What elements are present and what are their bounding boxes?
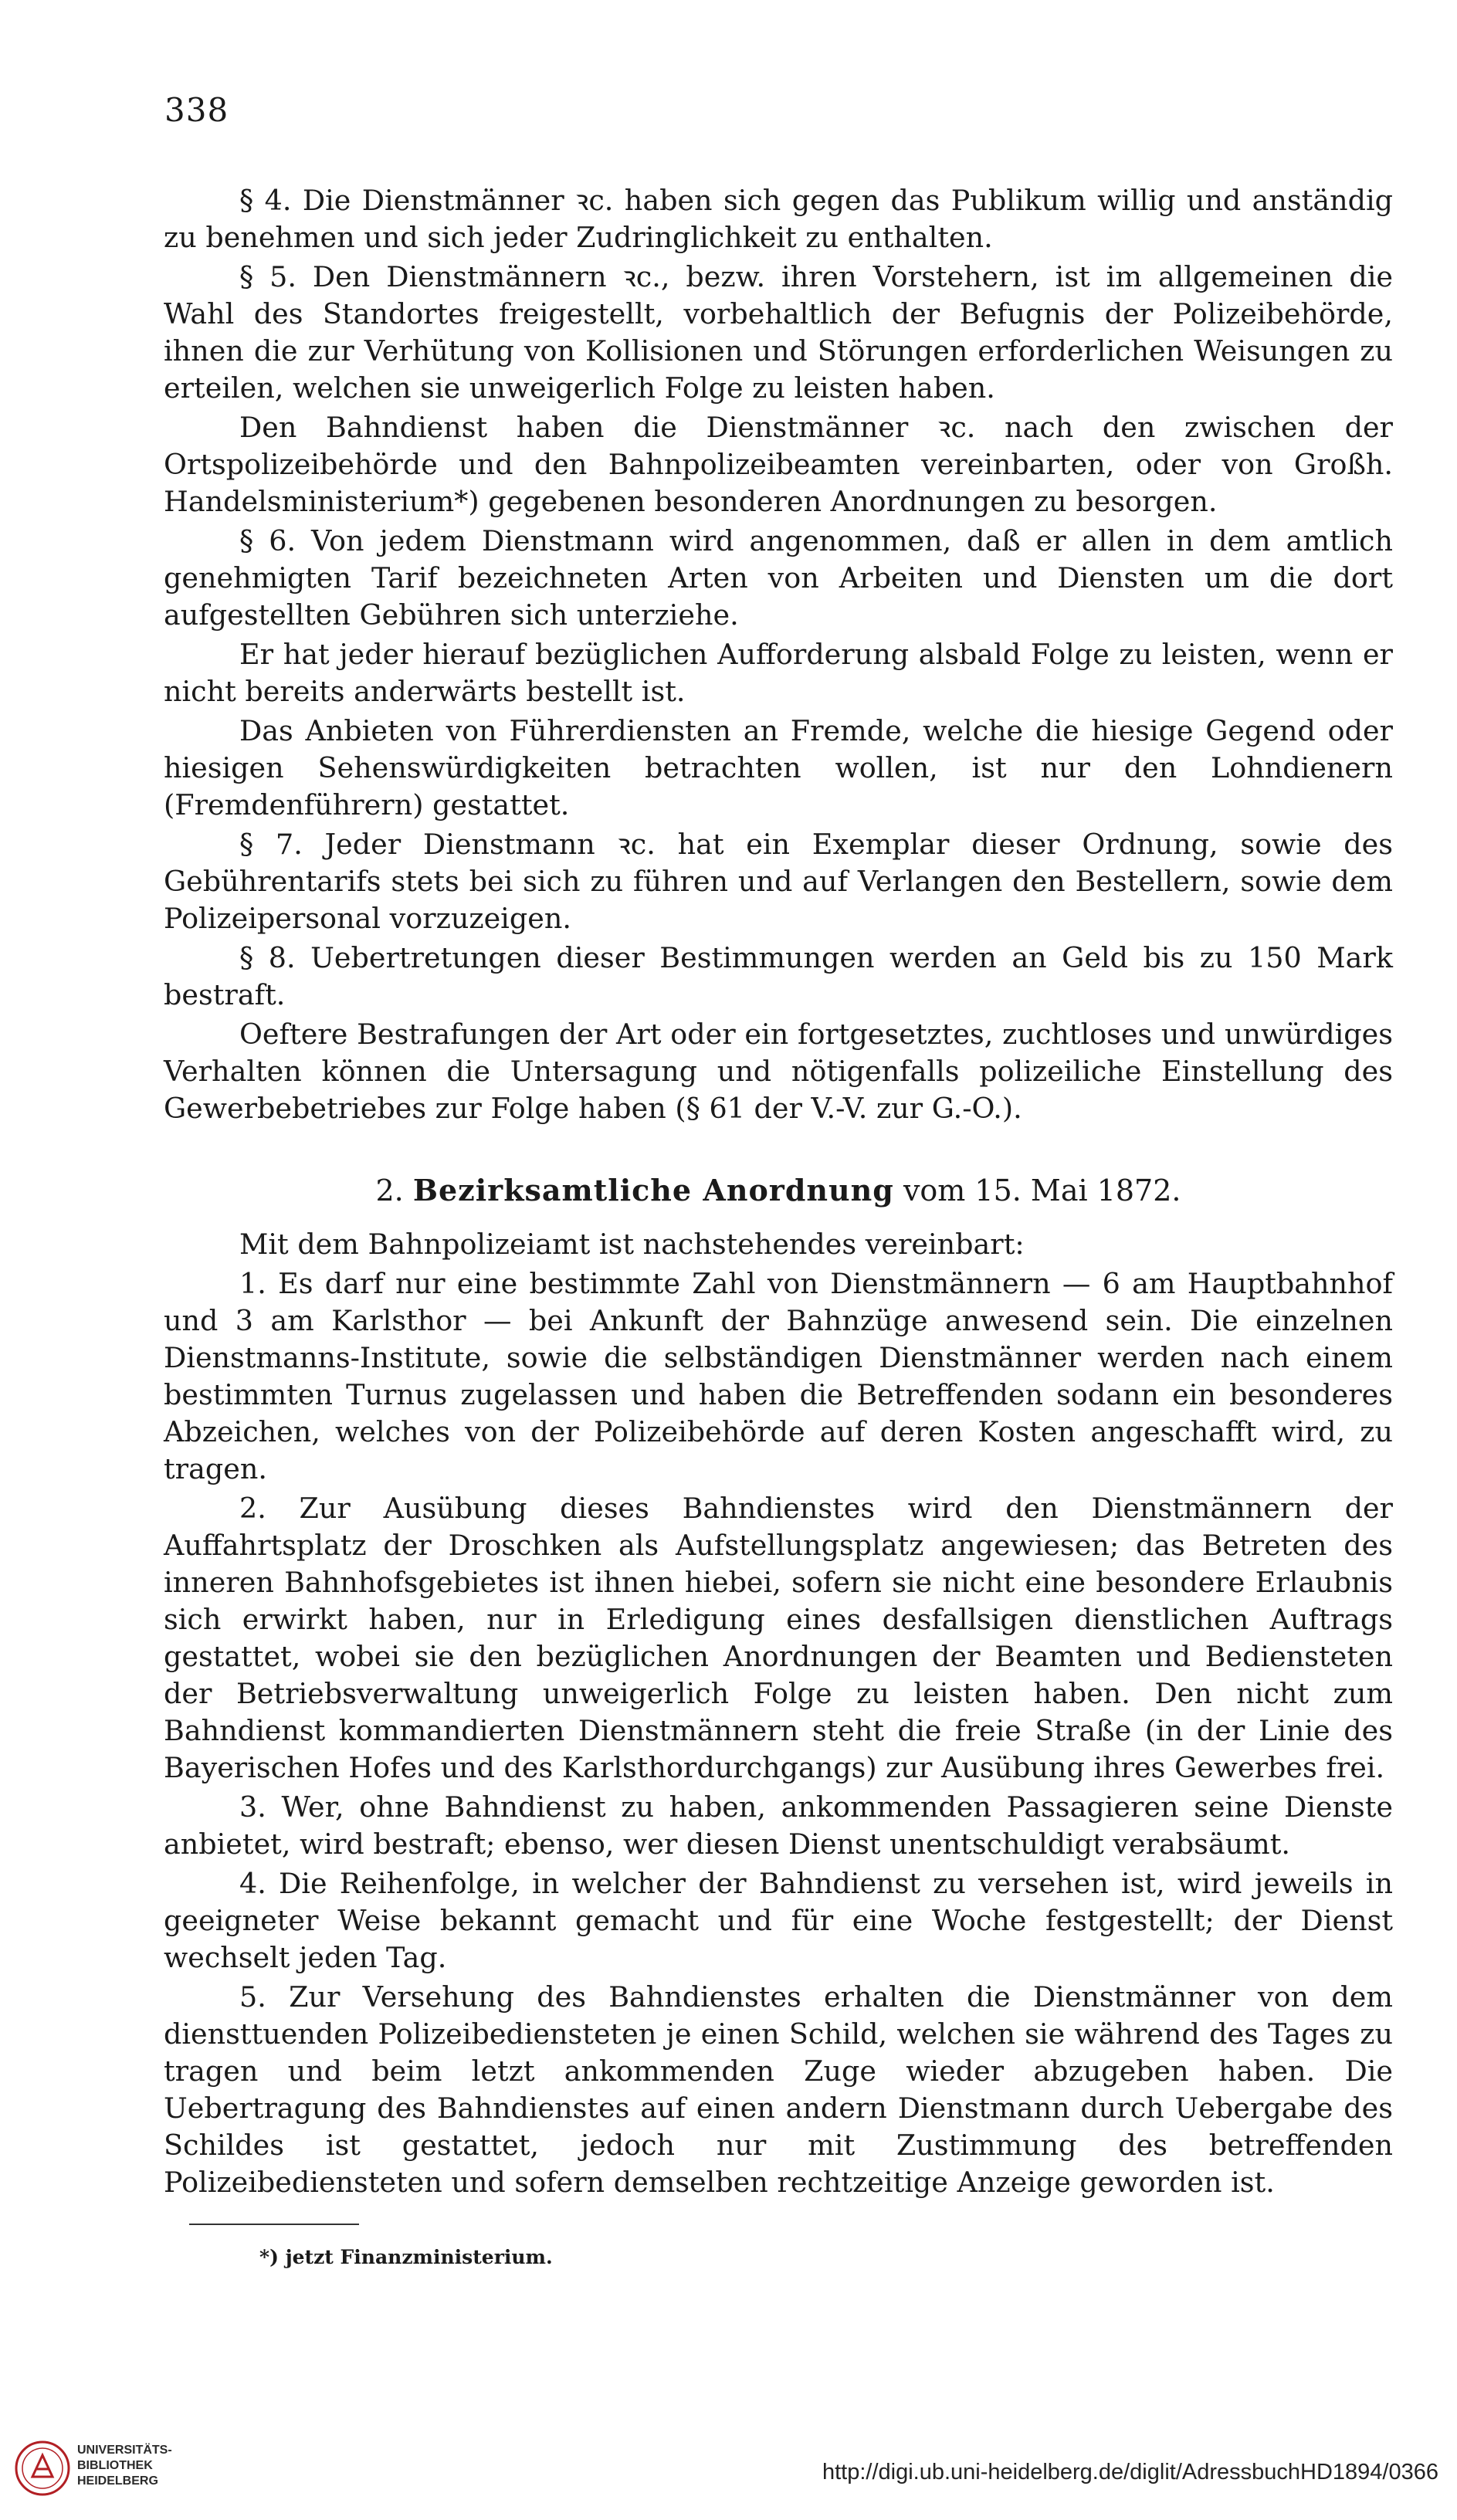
paragraph-item-4: 4. Die Reihenfolge, in welcher der Bahndienst zu versehen ist, wird jeweils in geeigneter Weise bekannt gemacht und für eine Woche festgestellt; der Dienst wechselt jeden Tag.	[164, 1867, 1393, 1974]
section-number: 2.	[375, 1174, 404, 1208]
digitization-footer	[0, 2424, 1457, 2520]
section-date: vom 15. Mai 1872.	[903, 1174, 1181, 1208]
paragraph-aufforderung: Er hat jeder hierauf bezüglichen Aufforderung alsbald Folge zu leisten, wenn er nicht bereits anderwärts bestellt ist.	[164, 638, 1393, 708]
section-heading	[164, 1172, 1393, 1209]
paragraph-item-5: 5. Zur Versehung des Bahndienstes erhalten die Dienstmänner von dem diensttuenden Polizeibediensteten je einen Schild, welchen sie während des Tages zu tragen und beim letzt ankommenden Zuge wieder abzugeben haben. Die Uebertragung des Bahndienstes auf einen andern Dienstmann durch Uebergabe des Schildes ist gestattet, jedoch nur mit Zustimmung des betreffenden Polizeibediensteten und sofern demselben rechtzeitige Anzeige geworden ist.	[164, 1980, 1393, 2199]
page-number: 338	[164, 91, 229, 129]
paragraph-item-2: 2. Zur Ausübung dieses Bahndienstes wird den Dienstmännern der Auffahrtsplatz der Droschken als Aufstellungsplatz angewiesen; das Betreten des inneren Bahnhofsgebietes ist ihnen hiebei, sofern sie nicht eine besondere Erlaubnis sich erwirkt haben, nur in Erledigung eines desfallsigen dienstlichen Auftrags gestattet, wobei sie den bezüglichen Anordnungen der Beamten und Bediensteten der Betriebsverwaltung unweigerlich Folge zu leisten haben. Den nicht zum Bahndienst kommandierten Dienstmännern steht die freie Straße (in der Linie des Bayerischen Hofes und des Karlsthordurchgangs) zur Ausübung ihres Gewerbes frei.	[164, 1492, 1393, 1784]
library-name-line-2: BIBLIOTHEK	[77, 2459, 153, 2472]
paragraph-s7: § 7. Jeder Dienstmann ꝛc. hat ein Exemplar dieser Ordnung, sowie des Gebührentarifs stets bei sich zu führen und auf Verlangen den Bestellern, sowie dem Polizeipersonal vorzuzeigen.	[164, 828, 1393, 935]
library-name	[77, 2443, 172, 2489]
paragraph-s6: § 6. Von jedem Dienstmann wird angenommen, daß er allen in dem amtlich genehmigten Tarif bezeichneten Arten von Arbeiten und Diensten um die dort aufgestellten Gebühren sich unterziehe.	[164, 524, 1393, 632]
footnote: *) jetzt Finanzministerium.	[259, 2246, 553, 2268]
library-seal-icon	[14, 2440, 71, 2497]
paragraph-s8: § 8. Uebertretungen dieser Bestimmungen werden an Geld bis zu 150 Mark bestraft.	[164, 941, 1393, 1011]
library-name-line-1: UNIVERSITÄTS-	[77, 2444, 172, 2457]
library-logo[interactable]	[14, 2430, 176, 2500]
source-url-link[interactable]: http://digi.ub.uni-heidelberg.de/diglit/AdressbuchHD1894/0366	[822, 2460, 1438, 2484]
page-body	[164, 182, 1393, 2203]
library-name-line-3: HEIDELBERG	[77, 2474, 158, 2488]
paragraph-s4: § 4. Die Dienstmänner ꝛc. haben sich gegen das Publikum willig und anständig zu benehmen und sich jeder Zudringlichkeit zu enthalten.	[164, 184, 1393, 254]
paragraph-bahndienst: Den Bahndienst haben die Dienstmänner ꝛc. nach den zwischen der Ortspolizeibehörde und den Bahnpolizeibeamten vereinbarten, oder von Großh. Handelsministerium*) gegebenen besonderen Anordnungen zu besorgen.	[164, 411, 1393, 518]
paragraph-item-1: 1. Es darf nur eine bestimmte Zahl von Dienstmännern — 6 am Hauptbahnhof und 3 am Karlsthor — bei Ankunft der Bahnzüge anwesend sein. Die einzelnen Dienstmanns-Institute, sowie die selbständigen Dienstmänner werden nach einem bestimmten Turnus zugelassen und haben die Betreffenden sodann ein besonderes Abzeichen, welches von der Polizeibehörde auf deren Kosten angeschafft wird, zu tragen.	[164, 1267, 1393, 1485]
paragraph-s5: § 5. Den Dienstmännern ꝛc., bezw. ihren Vorstehern, ist im allgemeinen die Wahl des Standortes freigestellt, vorbehaltlich der Befugnis der Polizeibehörde, ihnen die zur Verhütung von Kollisionen und Störungen erforderlichen Weisungen zu erteilen, welchen sie unweigerlich Folge zu leisten haben.	[164, 260, 1393, 405]
paragraph-intro: Mit dem Bahnpolizeiamt ist nachstehendes vereinbart:	[239, 1228, 1025, 1261]
paragraph-bestrafungen: Oeftere Bestrafungen der Art oder ein fortgesetztes, zuchtloses und unwürdiges Verhalten können die Untersagung und nötigenfalls polizeiliche Einstellung des Gewerbebetriebes zur Folge haben (§ 61 der V.-V. zur G.-O.).	[164, 1018, 1393, 1125]
paragraph-fuehrerdienste: Das Anbieten von Führerdiensten an Fremde, welche die hiesige Gegend oder hiesigen Sehenswürdigkeiten betrachten wollen, ist nur den Lohndienern (Fremdenführern) gestattet.	[164, 714, 1393, 821]
section-title: Bezirksamtliche Anordnung	[412, 1173, 894, 1208]
footnote-divider	[189, 2224, 359, 2225]
paragraph-item-3: 3. Wer, ohne Bahndienst zu haben, ankommenden Passagieren seine Dienste anbietet, wird bestraft; ebenso, wer diesen Dienst unentschuldigt verabsäumt.	[164, 1790, 1393, 1861]
